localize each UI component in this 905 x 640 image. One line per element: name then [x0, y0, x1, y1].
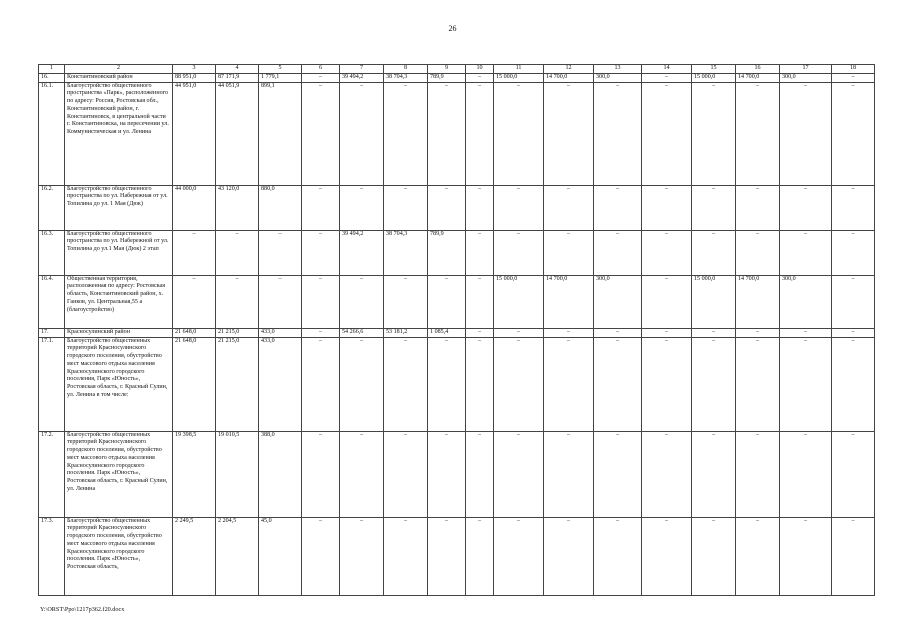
value-cell: 19 398,5 — [173, 431, 216, 517]
value-cell: 15 000,0 — [692, 73, 736, 82]
value-cell: – — [428, 517, 466, 595]
value-cell: – — [692, 328, 736, 337]
value-cell: 1 779,1 — [259, 73, 302, 82]
table-row — [39, 73, 875, 82]
value-cell: – — [340, 337, 384, 431]
value-cell: – — [302, 328, 340, 337]
column-number-cell: 14 — [642, 65, 692, 74]
value-cell: 300,0 — [780, 73, 832, 82]
value-cell: – — [466, 337, 494, 431]
value-cell: 789,9 — [428, 230, 466, 275]
row-number-cell: 17.3. — [39, 517, 65, 595]
value-cell: – — [302, 337, 340, 431]
value-cell: – — [544, 431, 594, 517]
table-row — [39, 185, 875, 230]
value-cell: 1 085,4 — [428, 328, 466, 337]
value-cell: – — [736, 230, 780, 275]
value-cell: 21 648,0 — [173, 337, 216, 431]
value-cell: 14 700,0 — [736, 275, 780, 328]
table-row — [39, 275, 875, 328]
value-cell: – — [642, 185, 692, 230]
column-number-cell: 16 — [736, 65, 780, 74]
value-cell: – — [692, 517, 736, 595]
value-cell: 21 215,0 — [216, 337, 259, 431]
file-path-footer: Y:\ORST\Ppo\1217p362.f20.docx — [40, 606, 125, 613]
column-number-cell: 15 — [692, 65, 736, 74]
page-number: 26 — [448, 24, 457, 33]
value-cell: – — [642, 73, 692, 82]
value-cell: – — [736, 82, 780, 185]
value-cell: – — [302, 82, 340, 185]
row-number-cell: 17. — [39, 328, 65, 337]
row-number-cell: 16.2. — [39, 185, 65, 230]
value-cell: 15 000,0 — [494, 275, 544, 328]
value-cell: – — [302, 275, 340, 328]
value-cell: – — [216, 275, 259, 328]
value-cell: – — [302, 517, 340, 595]
value-cell: – — [642, 275, 692, 328]
value-cell: – — [428, 82, 466, 185]
value-cell: 38 704,3 — [384, 73, 428, 82]
value-cell: – — [594, 431, 642, 517]
column-number-cell: 1 — [39, 65, 65, 74]
value-cell: – — [780, 517, 832, 595]
table-row — [39, 230, 875, 275]
value-cell: 19 010,5 — [216, 431, 259, 517]
value-cell: – — [384, 431, 428, 517]
value-cell: – — [384, 185, 428, 230]
value-cell: – — [832, 337, 875, 431]
value-cell: – — [494, 230, 544, 275]
value-cell: – — [384, 337, 428, 431]
column-number-cell: 4 — [216, 65, 259, 74]
value-cell: – — [428, 337, 466, 431]
value-cell: – — [259, 230, 302, 275]
value-cell: – — [466, 328, 494, 337]
value-cell: – — [780, 185, 832, 230]
value-cell: – — [642, 337, 692, 431]
value-cell: – — [594, 517, 642, 595]
column-number-cell: 17 — [780, 65, 832, 74]
value-cell: – — [340, 431, 384, 517]
value-cell: 14 700,0 — [544, 73, 594, 82]
value-cell: – — [384, 82, 428, 185]
value-cell: 44 000,0 — [173, 185, 216, 230]
value-cell: – — [594, 185, 642, 230]
value-cell: – — [466, 185, 494, 230]
column-number-cell: 2 — [65, 65, 173, 74]
value-cell: – — [302, 73, 340, 82]
value-cell: – — [594, 230, 642, 275]
value-cell: – — [736, 431, 780, 517]
value-cell: 2 204,5 — [216, 517, 259, 595]
value-cell: – — [780, 82, 832, 185]
column-number-cell: 7 — [340, 65, 384, 74]
value-cell: 88 951,0 — [173, 73, 216, 82]
value-cell: – — [466, 275, 494, 328]
value-cell: – — [259, 275, 302, 328]
value-cell: – — [692, 230, 736, 275]
value-cell: 38 704,3 — [384, 230, 428, 275]
value-cell: 43 120,0 — [216, 185, 259, 230]
row-number-cell: 16.1. — [39, 82, 65, 185]
value-cell: 2 249,5 — [173, 517, 216, 595]
column-number-cell: 9 — [428, 65, 466, 74]
row-name-cell: Благоустройство общественных территорий Красносулинского городского поселения, обустройство мест массового отдыха населения Красносулинского городского поселения. Парк «Юность», Ростовская область, — [65, 517, 173, 595]
column-number-cell: 8 — [384, 65, 428, 74]
value-cell: – — [544, 328, 594, 337]
value-cell: – — [544, 517, 594, 595]
value-cell: 433,0 — [259, 337, 302, 431]
value-cell: 300,0 — [780, 275, 832, 328]
value-cell: – — [642, 328, 692, 337]
value-cell: – — [494, 431, 544, 517]
value-cell: – — [736, 185, 780, 230]
value-cell: – — [832, 275, 875, 328]
value-cell: – — [302, 230, 340, 275]
value-cell: – — [780, 328, 832, 337]
value-cell: – — [780, 337, 832, 431]
row-name-cell: Благоустройство общественных территорий Красносулинского городского поселения, обустройство мест массового отдыха населения Красносулинского городского поселения, Парк «Юность», Ростовская область, г. Красный Сулин, ул. Ленина в том числе: — [65, 337, 173, 431]
row-name-cell: Благоустройство общественного пространства по ул. Набережная от ул. Топилина до ул. 1 Мая (Дюк) — [65, 185, 173, 230]
value-cell: – — [692, 185, 736, 230]
value-cell: – — [544, 337, 594, 431]
value-cell: – — [780, 230, 832, 275]
value-cell: 300,0 — [594, 73, 642, 82]
row-name-cell: Благоустройство общественного пространства по ул. Набережной от ул. Топилина до ул.1 Мая (Дюк) 2 этап — [65, 230, 173, 275]
column-number-cell: 10 — [466, 65, 494, 74]
table-row — [39, 328, 875, 337]
value-cell: – — [466, 73, 494, 82]
value-cell: – — [340, 275, 384, 328]
value-cell: – — [642, 230, 692, 275]
value-cell: 14 700,0 — [736, 73, 780, 82]
value-cell: – — [428, 275, 466, 328]
row-number-cell: 17.1. — [39, 337, 65, 431]
value-cell: – — [340, 185, 384, 230]
table-row — [39, 517, 875, 595]
value-cell: – — [736, 328, 780, 337]
value-cell: – — [780, 431, 832, 517]
value-cell: – — [173, 230, 216, 275]
value-cell: 21 648,0 — [173, 328, 216, 337]
row-name-cell: Константиновский район — [65, 73, 173, 82]
value-cell: – — [340, 517, 384, 595]
value-cell: 15 000,0 — [494, 73, 544, 82]
value-cell: – — [466, 431, 494, 517]
column-number-cell: 12 — [544, 65, 594, 74]
value-cell: 21 215,0 — [216, 328, 259, 337]
value-cell: 45,0 — [259, 517, 302, 595]
column-number-cell: 3 — [173, 65, 216, 74]
value-cell: – — [302, 431, 340, 517]
value-cell: – — [642, 431, 692, 517]
budget-table — [38, 64, 875, 596]
value-cell: – — [594, 337, 642, 431]
value-cell: – — [692, 82, 736, 185]
value-cell: – — [384, 517, 428, 595]
value-cell: – — [428, 185, 466, 230]
value-cell: – — [832, 517, 875, 595]
value-cell: – — [494, 328, 544, 337]
value-cell: 789,9 — [428, 73, 466, 82]
value-cell: – — [494, 337, 544, 431]
column-number-cell: 11 — [494, 65, 544, 74]
value-cell: – — [216, 230, 259, 275]
value-cell: 39 494,2 — [340, 73, 384, 82]
value-cell: 87 171,9 — [216, 73, 259, 82]
value-cell: – — [832, 82, 875, 185]
value-cell: – — [173, 275, 216, 328]
value-cell: 433,0 — [259, 328, 302, 337]
value-cell: – — [594, 82, 642, 185]
value-cell: 44 951,0 — [173, 82, 216, 185]
column-number-cell: 13 — [594, 65, 642, 74]
value-cell: 880,0 — [259, 185, 302, 230]
value-cell: – — [428, 431, 466, 517]
value-cell: 39 494,2 — [340, 230, 384, 275]
value-cell: – — [832, 431, 875, 517]
column-number-cell: 18 — [832, 65, 875, 74]
value-cell: 44 051,9 — [216, 82, 259, 185]
value-cell: – — [832, 185, 875, 230]
row-number-cell: 16.4. — [39, 275, 65, 328]
value-cell: – — [594, 328, 642, 337]
row-number-cell: 16.3. — [39, 230, 65, 275]
row-number-cell: 16. — [39, 73, 65, 82]
value-cell: – — [832, 73, 875, 82]
column-number-row — [39, 65, 875, 74]
row-name-cell: Благоустройство общественного пространства «Парк», расположенного по адресу: Россия, Ростовская обл., Константиновский район, г. Константиновск, в центральной части г. Константиновска, на пересечении ул. Коммунистическая и ул. Ленина — [65, 82, 173, 185]
value-cell: 14 700,0 — [544, 275, 594, 328]
value-cell: 15 000,0 — [692, 275, 736, 328]
value-cell: – — [642, 82, 692, 185]
row-name-cell: Благоустройство общественных территорий Красносулинского городского поселения, обустройство мест массового отдыха населения Красносулинского городского поселения. Парк «Юность», Ростовская область, г. Красный Сулин, ул. Ленина — [65, 431, 173, 517]
value-cell: – — [494, 185, 544, 230]
value-cell: – — [494, 82, 544, 185]
value-cell: – — [692, 431, 736, 517]
value-cell: – — [340, 82, 384, 185]
column-number-cell: 5 — [259, 65, 302, 74]
row-number-cell: 17.2. — [39, 431, 65, 517]
column-number-cell: 6 — [302, 65, 340, 74]
value-cell: – — [494, 517, 544, 595]
value-cell: – — [544, 185, 594, 230]
table-row — [39, 337, 875, 431]
value-cell: – — [642, 517, 692, 595]
row-name-cell: Красносулинский район — [65, 328, 173, 337]
value-cell: – — [544, 82, 594, 185]
table-row — [39, 431, 875, 517]
value-cell: – — [736, 517, 780, 595]
value-cell: – — [466, 82, 494, 185]
value-cell: – — [544, 230, 594, 275]
value-cell: – — [384, 275, 428, 328]
value-cell: 53 181,2 — [384, 328, 428, 337]
value-cell: – — [832, 230, 875, 275]
value-cell: – — [466, 230, 494, 275]
table-row — [39, 82, 875, 185]
value-cell: – — [466, 517, 494, 595]
value-cell: – — [736, 337, 780, 431]
row-name-cell: Общественная территория, расположенная по адресу: Ростовская область, Константиновский район, х. Ганков, ул. Центральная,55 а (благоустройство) — [65, 275, 173, 328]
value-cell: – — [302, 185, 340, 230]
value-cell: 899,1 — [259, 82, 302, 185]
value-cell: 54 266,6 — [340, 328, 384, 337]
value-cell: 300,0 — [594, 275, 642, 328]
value-cell: – — [692, 337, 736, 431]
value-cell: 388,0 — [259, 431, 302, 517]
value-cell: – — [832, 328, 875, 337]
